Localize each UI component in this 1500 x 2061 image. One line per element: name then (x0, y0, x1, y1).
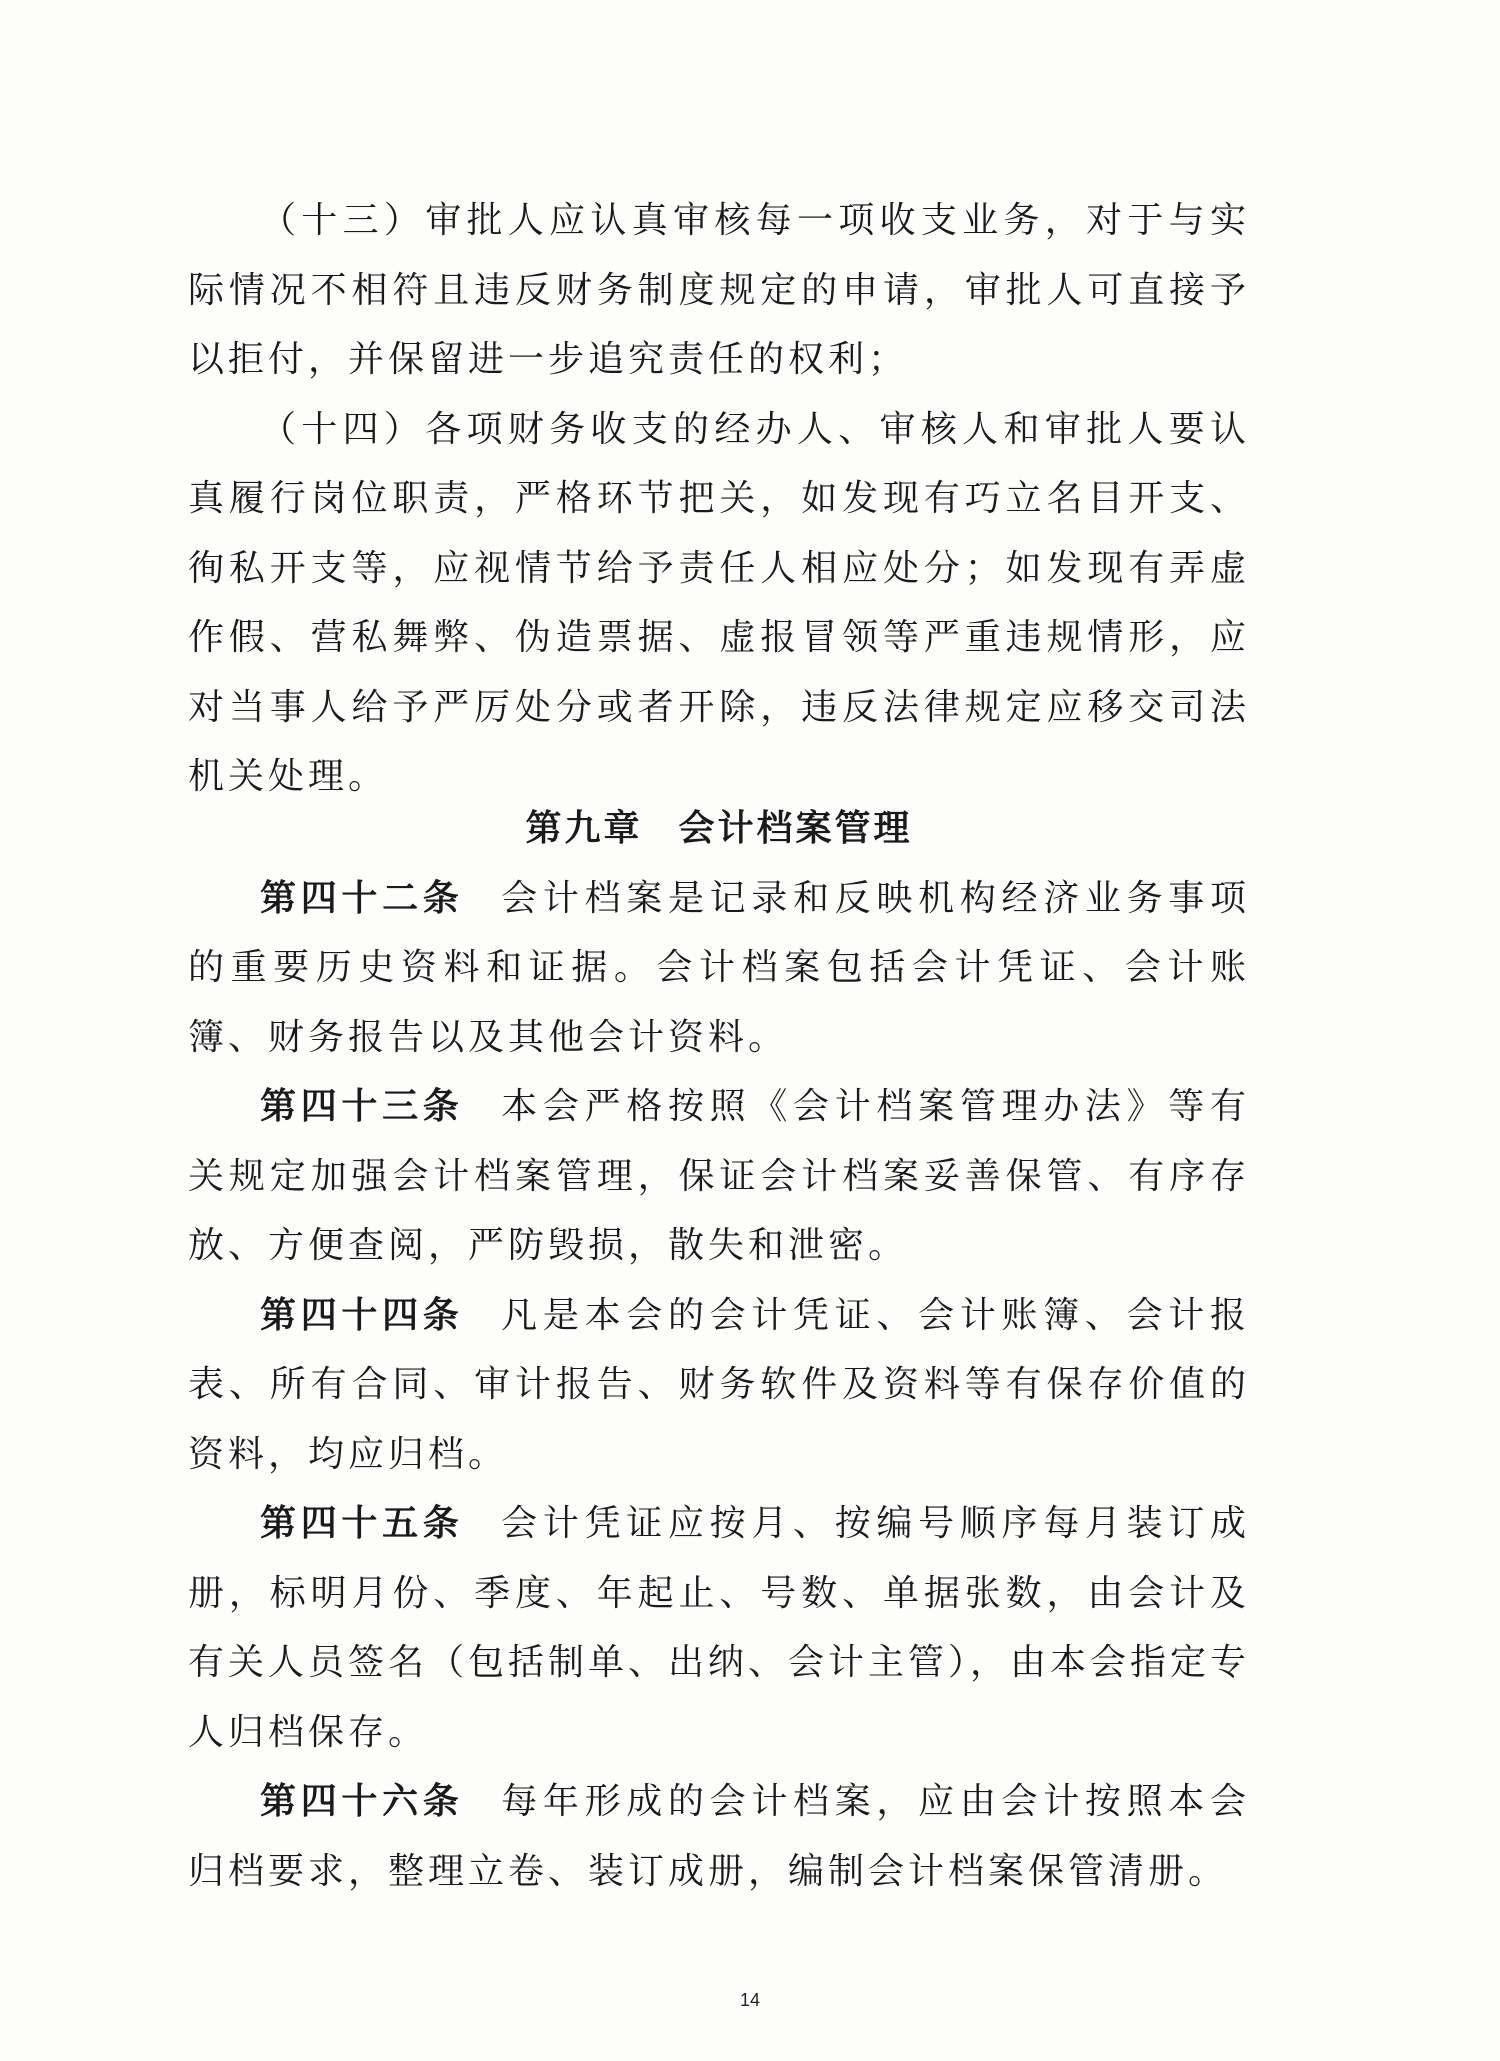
article-label: 第四十四条 (260, 1294, 464, 1336)
article-label: 第四十三条 (260, 1086, 464, 1127)
article-46 (188, 1767, 1250, 1906)
article-label: 第四十五条 (260, 1503, 464, 1544)
article-text: 会计档案是记录和反映机构经济业务事项的重要历史资料和证据。会计档案包括会计凭证、会计账簿、财务报告以及其他会计资料。 (188, 877, 1250, 1058)
article-text: 凡是本会的会计凭证、会计账簿、会计报表、所有合同、审计报告、财务软件及资料等有保存价值的资料，均应归档。 (188, 1294, 1250, 1475)
article-label: 第四十二条 (260, 877, 464, 919)
article-45 (188, 1489, 1250, 1767)
article-43 (188, 1072, 1250, 1281)
article-text: 会计凭证应按月、按编号顺序每月装订成册，标明月份、季度、年起止、号数、单据张数，由会计及有关人员签名（包括制单、出纳、会计主管），由本会指定专人归档保存。 (188, 1503, 1251, 1753)
chapter-heading (188, 794, 1250, 864)
article-text: 本会严格按照《会计档案管理办法》等有关规定加强会计档案管理，保证会计档案妥善保管、有序存放、方便查阅，严防毁损，散失和泄密。 (188, 1086, 1250, 1266)
paragraph-item-13: （十三）审批人应认真审核每一项收支业务，对于与实际情况不相符且违反财务制度规定的申请，审批人可直接予以拒付，并保留进一步追究责任的权利； (188, 200, 1250, 380)
article-label: 第四十六条 (260, 1781, 464, 1822)
chapter-number: 第九章 (525, 808, 643, 849)
top-paragraphs (188, 186, 1250, 812)
paragraph-item-14: （十四）各项财务收支的经办人、审核人和审批人要认真履行岗位职责，严格环节把关，如发现有巧立名目开支、徇私开支等，应视情节给予责任人相应处分；如发现有弄虚作假、营私舞弊、伪造票据、虚报冒领等严重违规情形，应对当事人给予严厉处分或者开除，违反法律规定应移交司法机关处理。 (188, 408, 1250, 797)
page-number: 14 (739, 1990, 761, 2010)
chapter-section (188, 794, 1250, 1906)
article-44 (188, 1281, 1250, 1490)
article-42 (188, 864, 1250, 1073)
chapter-title: 会计档案管理 (678, 808, 913, 849)
article-text: 每年形成的会计档案，应由会计按照本会归档要求，整理立卷、装订成册，编制会计档案保管清册。 (188, 1781, 1250, 1892)
